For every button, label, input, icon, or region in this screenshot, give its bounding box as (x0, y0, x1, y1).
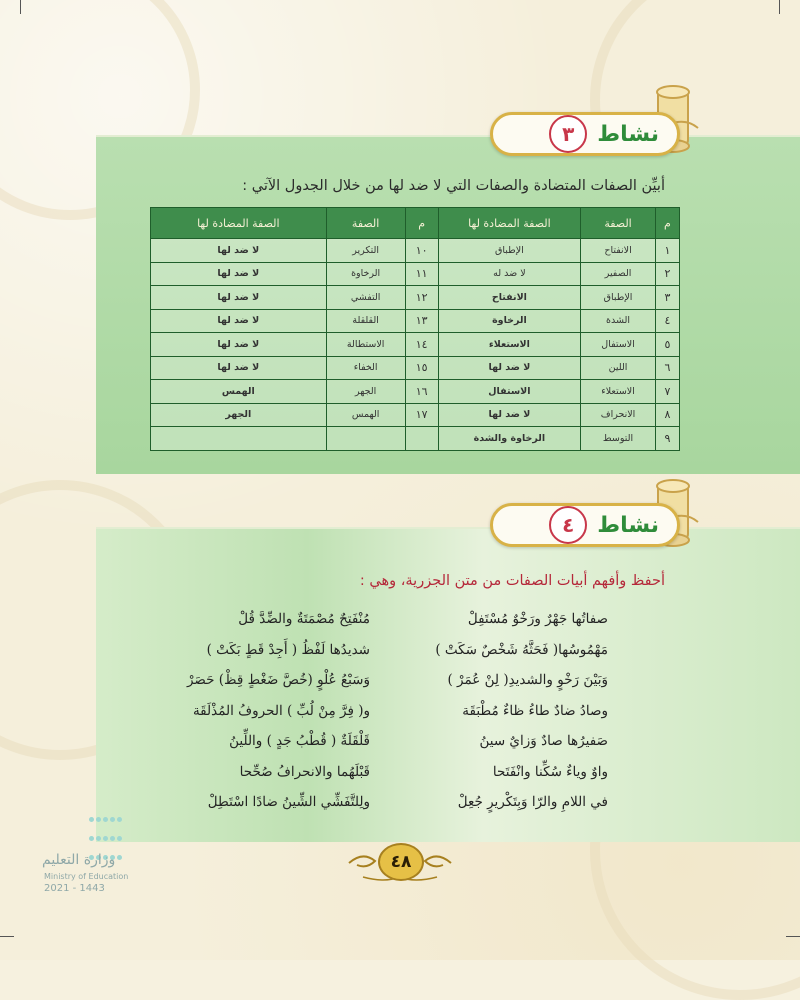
opposite-cell: لا ضد لها (151, 356, 327, 380)
row-number: ١٠ (405, 239, 438, 263)
poem-verse: وَبَيْنَ رَخْوٍ والشديدِ( لِنْ عُمَرْ ) (447, 672, 608, 688)
poem-verse: وَسَبْعُ عُلْوٍ (خُصَّ ضَغْطٍ قِظْ) حَصَرْ (186, 672, 370, 688)
opposite-cell: لا ضد لها (438, 356, 581, 380)
activity-number: ٤ (549, 506, 587, 544)
attribute-cell: الخفاء (326, 356, 405, 380)
attribute-cell: الاستعلاء (581, 380, 656, 404)
col-header: الصفة المضادة لها (438, 208, 581, 239)
row-number: ٧ (655, 380, 679, 404)
row-number: ١ (655, 239, 679, 263)
row-number: ٦ (655, 356, 679, 380)
poem-verse: شديدُها لَفْظُ ( أَجِدْ قَطٍ بَكَتْ ) (206, 641, 370, 658)
poem-verse: وصادُ ضادٌ طاءُ ظاءٌ مُطْبَقَة (462, 702, 608, 719)
poem-verse: قَبْلَهُما والانحرافُ صُحِّحا (239, 763, 370, 780)
row-number: ١٢ (405, 286, 438, 310)
opposite-cell: الجهر (151, 403, 327, 427)
opposite-cell: لا ضد له (438, 262, 581, 286)
ministry-name-en: Ministry of Education (44, 872, 129, 881)
poem-verse: ولِلتَّفَشِّي الشِّينُ ضادًا اسْتَطِلْ (207, 794, 370, 810)
attribute-cell: الشدة (581, 309, 656, 333)
opposite-cell: لا ضد لها (151, 286, 327, 310)
table-row (151, 309, 680, 333)
poem-verse: واوٌ وياءٌ سُكِّنا وانْفَتَحا (492, 763, 608, 780)
activity-number: ٣ (549, 115, 587, 153)
poem-verse: و( فِرَّ مِنْ لُبِّ ) الحروفُ المُذْلَقَة (192, 702, 370, 719)
activity3-badge (490, 112, 680, 156)
table-row (151, 403, 680, 427)
col-header: الصفة المضادة لها (151, 208, 327, 239)
attribute-cell: الانفتاح (581, 239, 656, 263)
poem-verse: مَهْمُوسُها( فَحَثَّهُ شَخْصٌ سَكَتْ ) (435, 641, 608, 658)
attribute-cell: القلقلة (326, 309, 405, 333)
opposite-cell: الرخاوة (438, 309, 581, 333)
opposite-cell: الإطباق (438, 239, 581, 263)
attribute-cell: الجهر (326, 380, 405, 404)
table-row (151, 286, 680, 310)
attribute-cell: التفشي (326, 286, 405, 310)
poem-verse: صفاتُها جَهْرٌ ورَخْوٌ مُسْتَفِلْ (467, 611, 608, 627)
table-row (151, 333, 680, 357)
opposite-cell: الهمس (151, 380, 327, 404)
attribute-cell: الاستطالة (326, 333, 405, 357)
row-number: ١١ (405, 262, 438, 286)
attribute-cell (326, 427, 405, 451)
table-row (151, 356, 680, 380)
page-number-ornament (345, 837, 455, 887)
table-row (151, 239, 680, 263)
row-number: ١٣ (405, 309, 438, 333)
ministry-logo (0, 808, 130, 898)
attribute-cell: الرخاوة (326, 262, 405, 286)
opposite-cell: الانفتاح (438, 286, 581, 310)
row-number: ٤ (655, 309, 679, 333)
crop-mark (779, 0, 780, 14)
activity3-instruction: أبيِّن الصفات المتضادة والصفات التي لا ضد لها من خلال الجدول الآتي : (242, 178, 665, 194)
row-number: ١٦ (405, 380, 438, 404)
col-header: م (405, 208, 438, 239)
opposite-cell: الرخاوة والشدة (438, 427, 581, 451)
activity4-badge (490, 503, 680, 547)
ministry-year: 2021 - 1443 (44, 883, 105, 894)
crop-mark (0, 936, 14, 937)
opposite-cell (151, 427, 327, 451)
poem-right-column (378, 604, 608, 818)
opposite-cell: لا ضد لها (151, 262, 327, 286)
col-header: م (655, 208, 679, 239)
row-number: ٥ (655, 333, 679, 357)
opposite-cell: الاستفال (438, 380, 581, 404)
table-header-row (151, 208, 680, 239)
row-number: ١٧ (405, 403, 438, 427)
attribute-cell: الاستفال (581, 333, 656, 357)
row-number: ٣ (655, 286, 679, 310)
attribute-cell: التوسط (581, 427, 656, 451)
opposite-cell: لا ضد لها (151, 333, 327, 357)
poem-verse: مُنْفَتِحٌ مُصْمَتَةٌ والضِّدَّ قُلْ (238, 611, 370, 627)
crop-mark (786, 936, 800, 937)
attribute-cell: الهمس (326, 403, 405, 427)
col-header: الصفة (326, 208, 405, 239)
ministry-name-ar: وزارة التعليم (42, 852, 116, 868)
poem-verse: قَلْقَلَةٌ ( قُطْبُ جَدٍ ) واللِّينُ (229, 733, 370, 749)
activity4-instruction: أحفظ وأفهم أبيات الصفات من متن الجزرية، وهي : (359, 573, 665, 589)
opposite-cell: لا ضد لها (438, 403, 581, 427)
attributes-table (150, 207, 680, 451)
opposite-cell: لا ضد لها (151, 309, 327, 333)
attribute-cell: الانحراف (581, 403, 656, 427)
attribute-cell: الإطباق (581, 286, 656, 310)
poem-verse: صَفيرُها صادٌ وَزايٌ سينُ (479, 733, 608, 749)
opposite-cell: لا ضد لها (151, 239, 327, 263)
row-number: ٢ (655, 262, 679, 286)
activity-title: نشاط (597, 121, 659, 147)
crop-mark (20, 0, 21, 14)
poem-verse: في اللامِ والرّا وَبِتَكْريرٍ جُعِلْ (457, 794, 608, 810)
row-number (405, 427, 438, 451)
table-row (151, 427, 680, 451)
attribute-cell: الصفير (581, 262, 656, 286)
col-header: الصفة (581, 208, 656, 239)
activity-title: نشاط (597, 512, 659, 538)
row-number: ٨ (655, 403, 679, 427)
opposite-cell: الاستعلاء (438, 333, 581, 357)
attribute-cell: اللين (581, 356, 656, 380)
row-number: ٩ (655, 427, 679, 451)
poem-left-column (130, 604, 370, 818)
row-number: ١٥ (405, 356, 438, 380)
table-row (151, 262, 680, 286)
row-number: ١٤ (405, 333, 438, 357)
page-number: ٤٨ (378, 843, 424, 881)
attribute-cell: التكرير (326, 239, 405, 263)
table-row (151, 380, 680, 404)
